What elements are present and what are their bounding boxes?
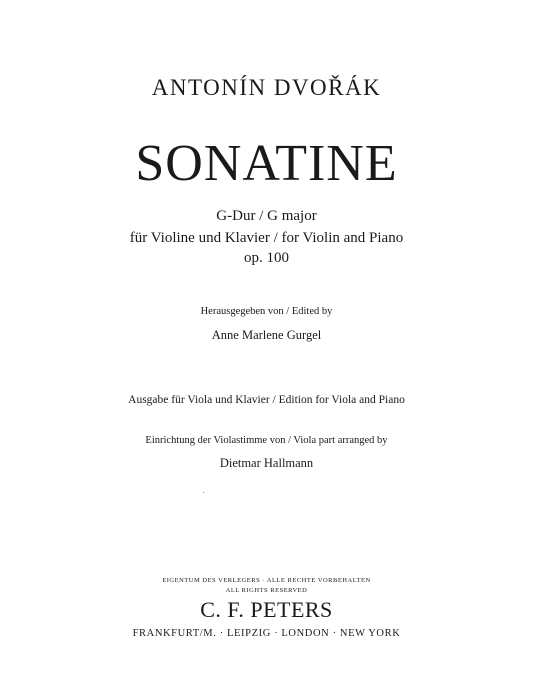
edition-note: Ausgabe für Viola und Klavier / Edition for Viola and Piano bbox=[128, 394, 405, 406]
work-title: SONATINE bbox=[135, 135, 398, 192]
arranger-name: Dietmar Hallmann bbox=[219, 456, 314, 470]
rights-notice: EIGENTUM DES VERLEGERS · ALLE RECHTE VORBEHALTEN bbox=[162, 577, 371, 584]
work-opus: op. 100 bbox=[244, 250, 289, 266]
arranged-by-label: Einrichtung der Violastimme von / Viola part arranged by bbox=[145, 435, 388, 446]
editor-name: Anne Marlene Gurgel bbox=[211, 328, 322, 342]
publisher-name: C. F. PETERS bbox=[200, 597, 333, 622]
composer-name: ANTONÍN DVOŘÁK bbox=[151, 75, 382, 100]
print-speck bbox=[203, 492, 204, 493]
work-instrumentation: für Violine und Klavier / for Violin and Piano bbox=[129, 230, 404, 246]
rights-notice-english: ALL RIGHTS RESERVED bbox=[225, 587, 308, 594]
publisher-cities: FRANKFURT/M. · LEIPZIG · LONDON · NEW YORK bbox=[132, 628, 401, 639]
work-key: G-Dur / G major bbox=[216, 208, 317, 224]
edited-by-label: Herausgegeben von / Edited by bbox=[200, 306, 333, 317]
